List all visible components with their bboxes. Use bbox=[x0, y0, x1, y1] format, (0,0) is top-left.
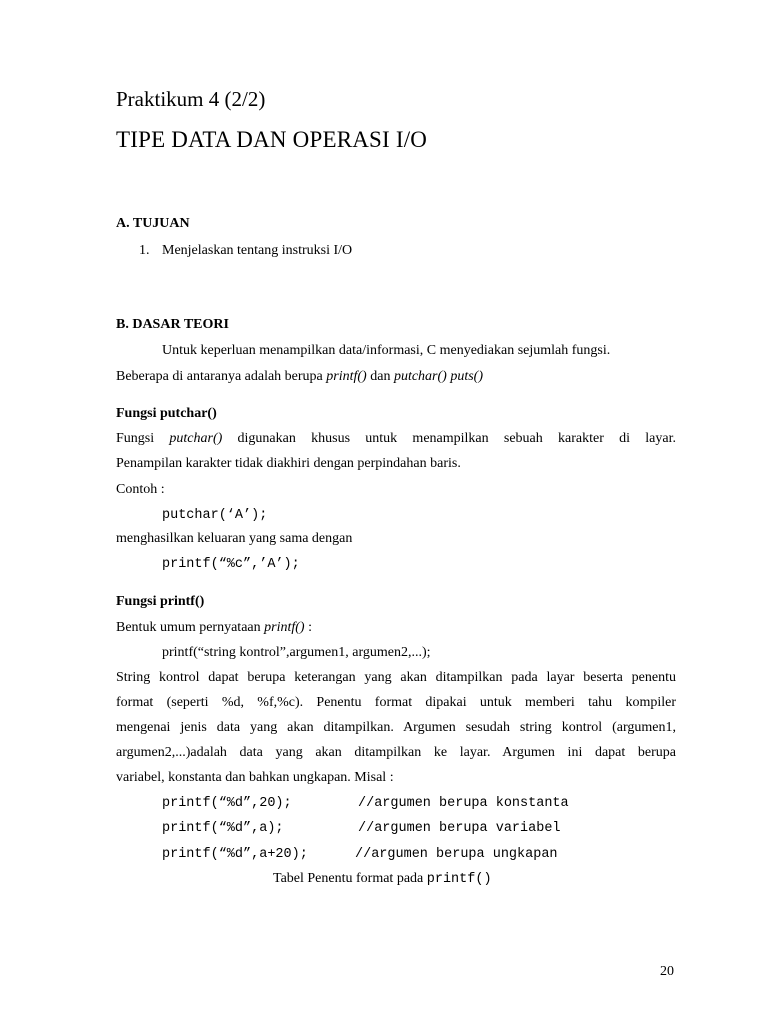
printf-form-line: Bentuk umum pernyataan printf() : bbox=[116, 620, 312, 635]
example-comment-2: //argumen berupa variabel bbox=[358, 821, 561, 836]
same-output-text: menghasilkan keluaran yang sama dengan bbox=[116, 531, 353, 546]
section-a-heading: A. TUJUAN bbox=[116, 216, 190, 231]
example-code-2: printf(“%d”,a); bbox=[162, 821, 284, 836]
printf-para-line-3: mengenai jenis data yang akan ditampilkan. Argumen sesudah string kontrol (argumen1, bbox=[116, 720, 676, 735]
page-title: TIPE DATA DAN OPERASI I/O bbox=[116, 127, 428, 152]
example-code-3: printf(“%d”,a+20); bbox=[162, 847, 308, 862]
table-caption: Tabel Penentu format pada printf() bbox=[273, 871, 492, 887]
putchar-puts-ref: putchar() puts() bbox=[393, 369, 483, 384]
contoh-label: Contoh : bbox=[116, 482, 165, 497]
code-putchar: putchar(‘A’); bbox=[162, 508, 268, 523]
putchar-heading: Fungsi putchar() bbox=[116, 406, 217, 421]
printf-syntax: printf(“string kontrol”,argumen1, argumen2,...); bbox=[162, 645, 431, 660]
printf-para-line-4: argumen2,...)adalah data yang akan ditampilkan ke layar. Argumen ini dapat berupa bbox=[116, 745, 676, 760]
chapter-subtitle: Praktikum 4 (2/2) bbox=[116, 87, 266, 111]
code-printf-c: printf(“%c”,’A’); bbox=[162, 557, 300, 572]
intro-line-2: Beberapa di antaranya adalah berupa printf() dan putchar() puts() bbox=[116, 369, 483, 384]
example-code-1: printf(“%d”,20); bbox=[162, 796, 292, 811]
example-comment-3: //argumen berupa ungkapan bbox=[355, 847, 558, 862]
printf-ref: printf() bbox=[326, 369, 367, 384]
printf-para-line-5: variabel, konstanta dan bahkan ungkapan. Misal : bbox=[116, 770, 394, 785]
printf-para-line-2: format (seperti %d, %f,%c). Penentu format dipakai untuk memberi tahu kompiler bbox=[116, 695, 676, 710]
printf-para-line-1: String kontrol dapat berupa keterangan yang akan ditampilkan pada layar beserta penentu bbox=[116, 670, 676, 685]
putchar-desc-line-2: Penampilan karakter tidak diakhiri dengan perpindahan baris. bbox=[116, 456, 461, 471]
example-comment-1: //argumen berupa konstanta bbox=[358, 796, 569, 811]
objective-number: 1. bbox=[139, 243, 150, 258]
printf-heading: Fungsi printf() bbox=[116, 594, 205, 609]
page-number: 20 bbox=[660, 964, 674, 979]
section-b-heading: B. DASAR TEORI bbox=[116, 317, 229, 332]
objective-text: Menjelaskan tentang instruksi I/O bbox=[162, 243, 353, 258]
intro-line-1: Untuk keperluan menampilkan data/informasi, C menyediakan sejumlah fungsi. bbox=[162, 343, 611, 358]
putchar-desc-line-1: Fungsi putchar() digunakan khusus untuk menampilkan sebuah karakter di layar. bbox=[116, 431, 676, 446]
